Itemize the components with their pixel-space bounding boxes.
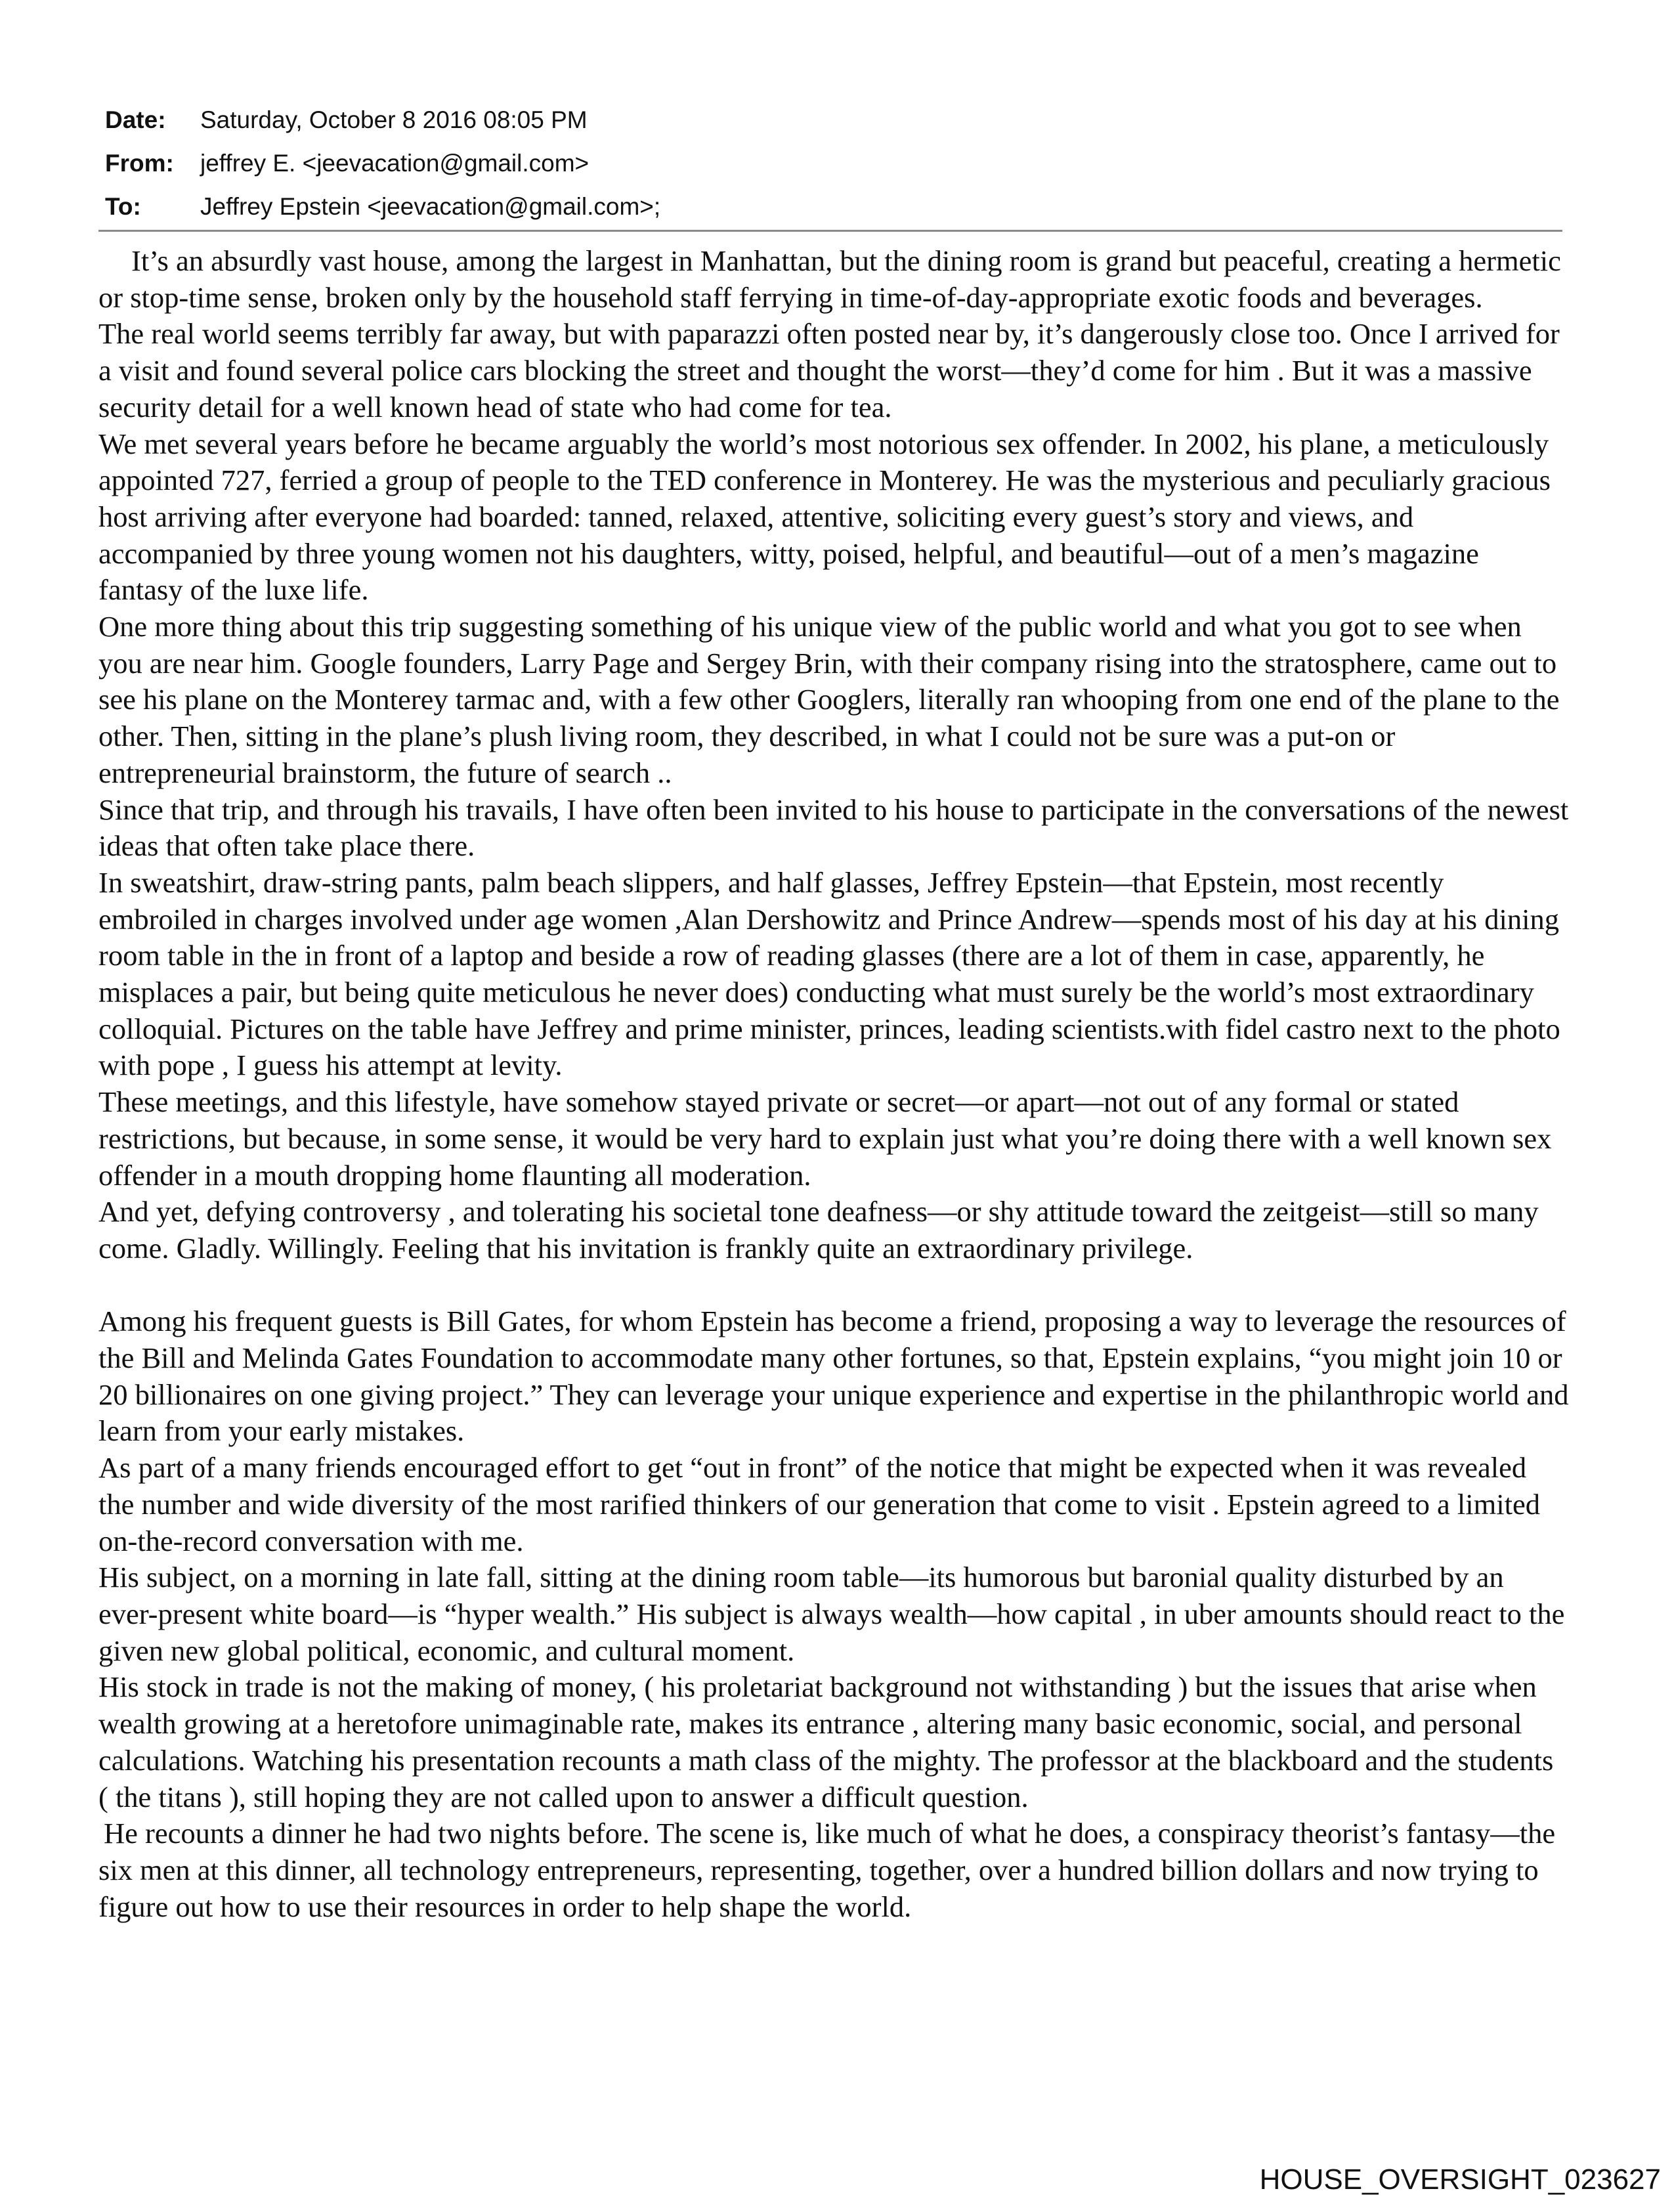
date-label: Date: [105,106,166,133]
body-paragraph: He recounts a dinner he had two nights before. The scene is, like much of what he does, a conspiracy theorist’s fantasy—the six men at this dinner, all technology entrepreneurs, representing, together, over a hundred billion dollars and now trying to figure out how to use their resources in order to help shape the world. [98,1817,1556,1923]
date-value: Saturday, October 8 2016 08:05 PM [200,106,588,133]
body-paragraph: As part of a many friends encouraged effort to get “out in front” of the notice that might be expected when it was revealed the number and wide diversity of the most rarified thinkers of our generation that come to visit . Epstein agreed to a limited on-the-record conversation with me. [98,1451,1540,1557]
body-paragraph: His stock in trade is not the making of money, ( his proletariat background not withstanding ) but the issues that arise when wealth growing at a heretofore unimaginable rate, makes its entrance , altering many basic economic, social, and personal calculations. Watching his presentation recounts a math class of the mighty. The professor at the blackboard and the students ( the titans ), still hoping they are not called upon to answer a difficult question. [98,1670,1554,1813]
to-value: Jeffrey Epstein <jeevacation@gmail.com>; [200,193,661,220]
body-paragraph: His subject, on a morning in late fall, sitting at the dining room table—its humorous but baronial quality disturbed by an ever-present white board—is “hyper wealth.” His subject is always wealth—how capital , in uber amounts should react to the given new global political, economic, and cultural moment. [98,1561,1565,1667]
body-paragraph: It’s an absurdly vast house, among the largest in Manhattan, but the dining room is grand but peaceful, creating a hermetic or stop-time sense, broken only by the household staff ferrying in time-of-day-appropriate exotic foods and beverages. [98,244,1561,314]
email-body [98,243,1569,1925]
body-paragraph: One more thing about this trip suggesting something of his unique view of the public world and what you got to see when you are near him. Google founders, Larry Page and Sergey Brin, with their company rising into the stratosphere, came out to see his plane on the Monterey tarmac and, with a few other Googlers, literally ran whooping from one end of the plane to the other. Then, sitting in the plane’s plush living room, they described, in what I could not be sure was a put-on or entrepreneurial brainstorm, the future of search .. [98,610,1560,789]
date-row [105,98,1562,142]
to-row [105,185,1562,228]
header-divider [98,230,1562,232]
body-paragraph: And yet, defying controversy , and tolerating his societal tone deafness—or shy attitude toward the zeitgeist—still so many come. Gladly. Willingly. Feeling that his invitation is frankly quite an extraordinary privilege. [98,1195,1539,1265]
body-paragraph: Since that trip, and through his travails, I have often been invited to his house to participate in the conversations of the newest ideas that often take place there. [98,792,1569,863]
body-paragraph: These meetings, and this lifestyle, have somehow stayed private or secret—or apart—not out of any formal or stated restrictions, but because, in some sense, it would be very hard to explain just what you’re doing there with a well known sex offender in a mouth dropping home flaunting all moderation. [98,1085,1552,1192]
from-value: jeffrey E. <jeevacation@gmail.com> [200,150,590,177]
body-paragraph: Among his frequent guests is Bill Gates, for whom Epstein has become a friend, proposing a way to leverage the resources of the Bill and Melinda Gates Foundation to accommodate many other fortunes, so that, Epstein explains, “you might join 10 or 20 billionaires on one giving project.” They can leverage your unique experience and expertise in the philanthropic world and learn from your early mistakes. [98,1305,1569,1448]
from-row [105,142,1562,185]
email-header [105,98,1562,228]
from-label: From: [105,150,174,177]
to-label: To: [105,193,141,220]
body-paragraph: In sweatshirt, draw-string pants, palm beach slippers, and half glasses, Jeffrey Epstein—that Epstein, most recently embroiled in charges involved under age women ,Alan Dershowitz and Prince Andrew—spends most of his day at his dining room table in the in front of a laptop and beside a row of reading glasses (there are a lot of them in case, apparently, he misplaces a pair, but being quite meticulous he never does) conducting what must surely be the world’s most extraordinary colloquial. Pictures on the table have Jeffrey and prime minister, princes, leading scientists.with fidel castro next to the photo with pope , I guess his attempt at levity. [98,865,1560,1082]
body-paragraph: We met several years before he became arguably the world’s most notorious sex offender. In 2002, his plane, a meticulously appointed 727, ferried a group of people to the TED conference in Monterey. He was the mysterious and peculiarly gracious host arriving after everyone had boarded: tanned, relaxed, attentive, soliciting every guest’s story and views, and accompanied by three young women not his daughters, witty, poised, helpful, and beautiful—out of a men’s magazine fantasy of the luxe life. [98,427,1551,607]
body-paragraph: The real world seems terribly far away, but with paparazzi often posted near by, it’s dangerously close too. Once I arrived for a visit and found several police cars blocking the street and thought the worst—they’d come for him . But it was a massive security detail for a well known head of state who had come for tea. [98,317,1560,423]
bates-number: HOUSE_OVERSIGHT_023627 [1259,2163,1661,2196]
